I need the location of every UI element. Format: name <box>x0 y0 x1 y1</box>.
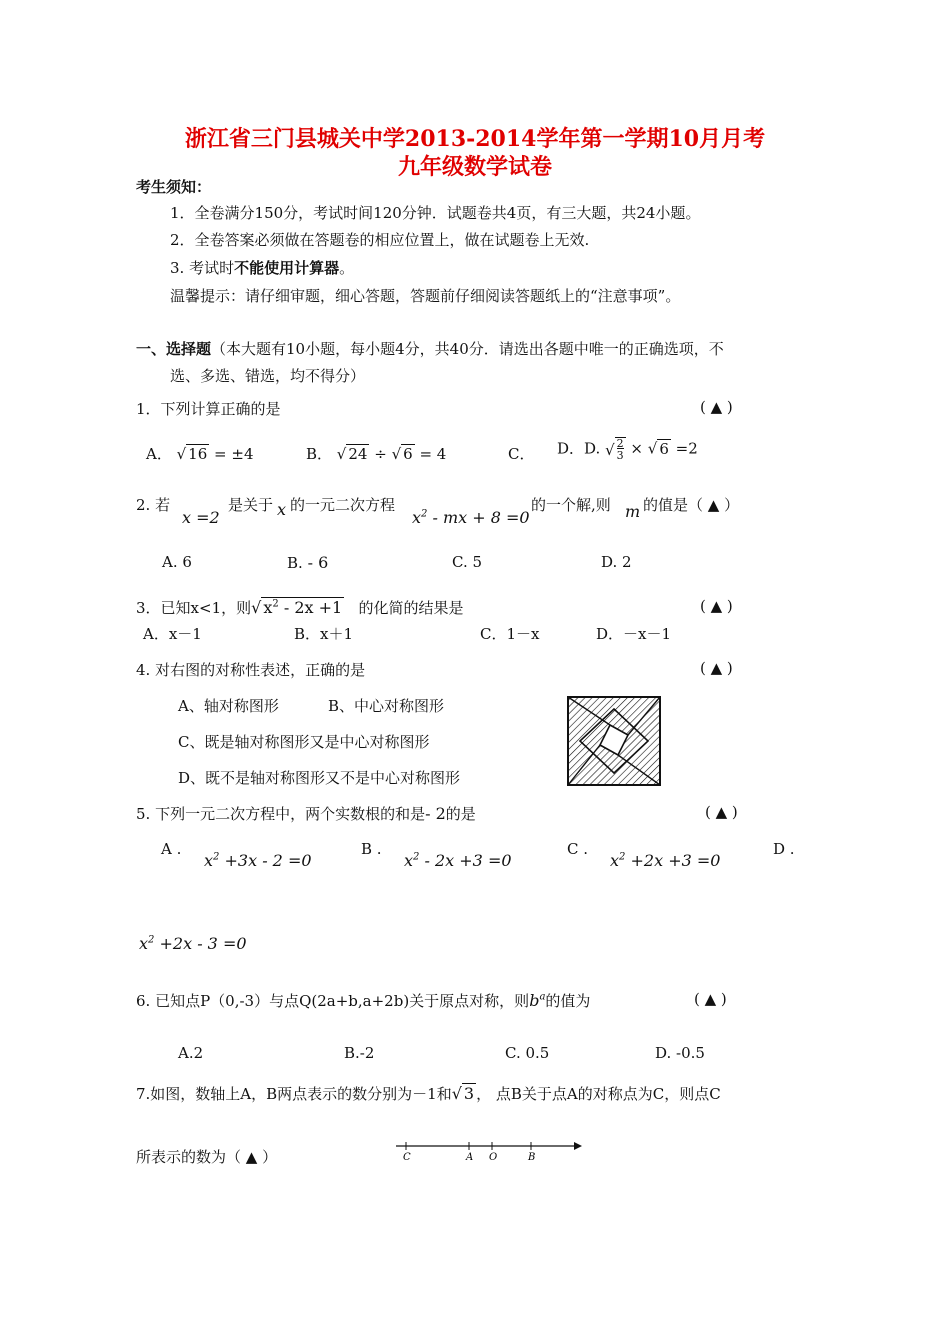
q5-answer-mark: ( ▲ ) <box>705 803 738 821</box>
q6-option-b: B.-2 <box>344 1044 375 1062</box>
notice-item-3: 3. 考试时不能使用计算器。 <box>170 259 355 277</box>
q7-label-o: O <box>489 1152 498 1163</box>
q4-answer-mark: ( ▲ ) <box>700 659 733 677</box>
q6-option-a: A.2 <box>178 1044 204 1062</box>
q2-option-a: A. 6 <box>162 553 192 571</box>
q5-option-d-eq: $x^2 +2x - 3 =0$ <box>139 934 247 953</box>
q4-option-c: C、既是轴对称图形又是中心对称图形 <box>178 733 430 751</box>
q6-answer-mark: ( ▲ ) <box>694 990 727 1008</box>
q6-option-d: D. -0.5 <box>655 1044 705 1062</box>
q5-option-b-label: B . <box>361 840 382 858</box>
q5-stem: 5. 下列一元二次方程中，两个实数根的和是- 2的是 <box>136 804 476 823</box>
q2-option-d: D. 2 <box>601 553 632 571</box>
q5-option-c-label: C . <box>567 840 589 858</box>
notice-tip: 温馨提示：请仔细审题，细心答题，答题前仔细阅读答题纸上的“注意事项”。 <box>170 287 681 305</box>
q2-condition: x =2 <box>182 508 220 527</box>
q1-option-d: D．D. $√\frac{2}{3}$ × √ 6 =2 <box>557 437 698 462</box>
q7-stem-line2: 所表示的数为（ ▲ ） <box>136 1148 278 1166</box>
exam-title-line1: 浙江省三门县城关中学2013-2014学年第一学期10月月考 <box>184 126 766 152</box>
q7-number-line <box>394 1138 586 1164</box>
exam-title-line2: 九年级数学试卷 <box>397 154 552 180</box>
section1-header: 一、选择题（本大题有10小题，每小题4分，共40分．请选出各题中唯一的正确选项，不 <box>136 340 724 358</box>
q5-option-a-label: A . <box>161 840 182 858</box>
q2-text-3: 的一个解,则 <box>531 496 611 514</box>
q4-stem: 4. 对右图的对称性表述，正确的是 <box>136 661 366 679</box>
q3-stem: 3．已知x<1，则√ $x^2 - 2x +1$ 的化简的结果是 <box>136 598 464 617</box>
notice-item-2: 2．全卷答案必须做在答题卷的相应位置上，做在试题卷上无效. <box>170 231 590 249</box>
notice-heading: 考生须知： <box>136 178 212 196</box>
q1-option-b: B． √ 24 ÷ √ 6 = 4 <box>306 445 447 463</box>
q5-option-d-label: D . <box>773 840 795 858</box>
q2-answer-mark: 的值是（ ▲ ） <box>643 496 740 514</box>
q6-stem: 6. 已知点P（0,-3）与点Q(2a+b,a+2b)关于原点对称，则$b^a$的值为 <box>136 991 591 1010</box>
q4-option-d: D、既不是轴对称图形又不是中心对称图形 <box>178 769 461 787</box>
q5-option-c-eq: $x^2 +2x +3 =0$ <box>610 851 721 870</box>
q2-var-x: x <box>277 500 287 519</box>
q7-stem-line1: 7.如图，数轴上A，B两点表示的数分别为－1和√ 3 ， 点B关于点A的对称点为C，则点C <box>136 1084 721 1103</box>
q5-option-a-eq: $x^2 +3x - 2 =0$ <box>204 851 312 870</box>
q2-prefix: 2. 若 <box>136 496 171 514</box>
q3-option-d: D．－x－1 <box>596 625 672 643</box>
q5-option-b-eq: $x^2 - 2x +3 =0$ <box>404 851 512 870</box>
q3-option-a: A．x－1 <box>143 625 202 643</box>
q3-option-b: B．x＋1 <box>294 625 354 643</box>
q2-text-2: 的一元二次方程 <box>290 496 396 514</box>
q4-option-b: B、中心对称图形 <box>328 697 445 715</box>
q4-symmetry-figure <box>566 695 662 787</box>
q7-label-b: B <box>528 1152 536 1163</box>
q1-option-a: A． √ 16 = ±4 <box>146 445 254 463</box>
notice-item-1: 1．全卷满分150分，考试时间120分钟．试题卷共4页，有三大题，共24小题。 <box>170 204 701 222</box>
q1-answer-mark: ( ▲ ) <box>700 398 733 416</box>
q2-var-m: m <box>625 502 641 521</box>
q3-answer-mark: ( ▲ ) <box>700 597 733 615</box>
q3-option-c: C．1－x <box>480 625 540 643</box>
q1-option-c: C． <box>508 445 535 463</box>
q6-option-c: C. 0.5 <box>505 1044 550 1062</box>
q2-equation: $x^2$ - mx + 8 =0 <box>412 508 530 527</box>
q2-option-b: B. - 6 <box>287 553 329 572</box>
q4-option-a: A、轴对称图形 <box>178 697 279 715</box>
section1-desc-line2: 选、多选、错选，均不得分） <box>170 367 366 385</box>
q1-stem: 1．下列计算正确的是 <box>136 400 281 418</box>
q7-label-c: C <box>403 1152 411 1163</box>
q2-text-1: 是关于 <box>228 496 274 514</box>
q7-label-a: A <box>466 1152 474 1163</box>
q2-option-c: C. 5 <box>452 553 483 571</box>
